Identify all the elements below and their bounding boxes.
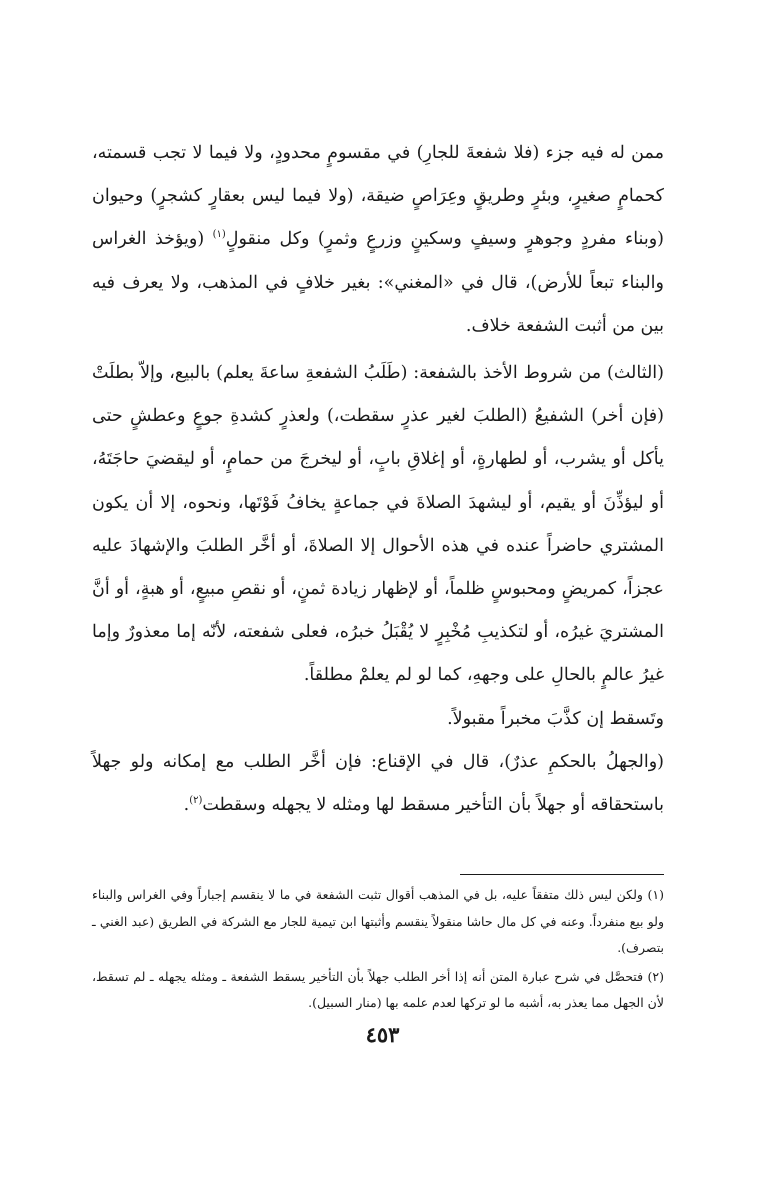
main-text [92,132,664,827]
footnote-1: (١) ولكن ليس ذلك متفقاً عليه، بل في المذهب أقوال تثبت الشفعة في ما لا ينقسم إجباراً وفي الغراس والبناء ولو بيع منفرداً. وعنه في كل مال حاشا منقولاً ينقسم وأثبتها ابن تيمية للجار مع الشركة في الطريق (عبد الغني ـ بتصرف). [92,887,664,955]
paragraph-2: (الثالث) من شروط الأخذ بالشفعة: (طَلَبُ الشفعةِ ساعةَ يعلم) بالبيع، وإلاّ بطلَتْ (فإن أخر) الشفيعُ (الطلبَ لغير عذرٍ سقطت،) ولعذرٍ كشدةِ جوعٍ وعطشٍ حتى يأكل أو يشرب، أو لطهارةٍ، أو إغلاقِ بابٍ، أو ليخرجَ من حمامٍ، أو ليقضيَ حاجَتَهُ، أو ليؤذِّنَ أو يقيم، أو ليشهدَ الصلاةَ في جماعةٍ يخافُ فَوْتَها، ونحوه، إلا أن يكون المشتري حاضراً عنده في هذه الأحوال إلا الصلاةَ، أو أخَّر الطلبَ والإشهادَ عليه عجزاً، كمريضٍ ومحبوسٍ ظلماً، أو لإظهار زيادة ثمنٍ، أو نقصِ مبيعٍ، أو هبةٍ، أو أنَّ المشتريَ غيرُه، أو لتكذيبِ مُخْبِرٍ لا يُقْبَلُ خبرُه، فعلى شفعته، لأنّه إما معذورٌ وإما غيرُ عالمٍ بالحالِ على وجههِ، كما لو لم يعلمْ مطلقاً. [92,363,664,686]
paragraph-1-tail: (ويؤخذ الغراس والبناء تبعاً للأرض)، قال في «المغني»: بغير خلافٍ في المذهب، ولا يعرف فيه بين من أثبت الشفعة خلاف. [92,229,664,336]
paragraph-1 [92,132,664,348]
footnote-2: (٢) فتحصَّل في شرح عبارة المتن أنه إذا أخر الطلب جهلاً بأن التأخير يسقط الشفعة ـ ومثله يجهله ـ لم تسقط، لأن الجهل مما يعذر به، أشبه ما لو تركها لعدم علمه بها (منار السبيل). [92,968,664,1010]
page-number: ٤٥٣ [365,1022,400,1047]
footnote-ref-1: (١) [212,229,226,241]
paragraph-3: وتَسقط إن كذَّبَ مخبراً مقبولاً. [447,708,664,729]
paragraph-1-text: ممن له فيه جزء (فلا شفعةَ للجارِ) في مقسومٍ محدودٍ، ولا فيما لا تجب قسمته، كحمامٍ صغيرٍ، وبئرٍ وطريقٍ وعِرَاصٍ ضيقة، (ولا فيما ليس بعقارٍ كشجرٍ) وحيوان (وبناء مفردٍ وجوهرٍ وسيفٍ وسكينٍ وزرعٍ وثمرٍ) وكل منقولٍ [92,143,664,250]
footnote-ref-2: (٢) [189,795,203,807]
paragraph-4-text: (والجهلُ بالحكمِ عذرٌ)، قال في الإقناع: فإن أخَّر الطلب مع إمكانه ولو جهلاً باستحقاقه أو جهلاً بأن التأخير مسقط لها ومثله لا يجهله وسقطت [92,751,664,816]
footnote-separator [460,874,664,875]
paragraph-4-tail: . [183,795,190,816]
paragraph-4 [92,741,664,827]
footnotes [92,882,664,1017]
